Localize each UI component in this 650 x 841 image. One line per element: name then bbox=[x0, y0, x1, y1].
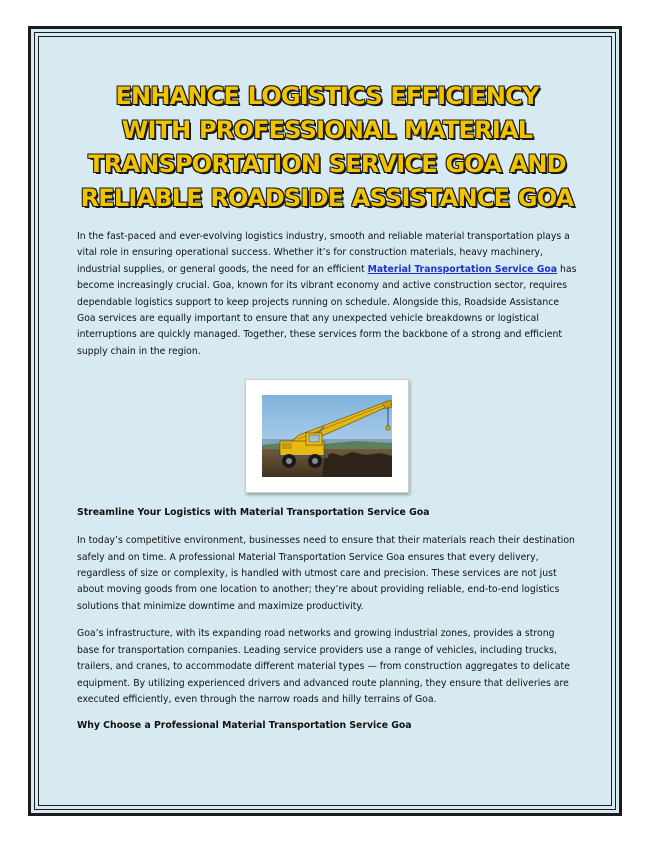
intro-text-end: has become increasingly crucial. Goa, known for its vibrant economy and active construction sector, requires dependable logistics support to keep projects running on schedule. Alongside this, Roadside Assistance Goa services are equally important to ensure that any unexpected vehicle breakdowns or logistical interruptions are quickly managed. Together, these services form the backbone of a strong and efficient supply chain in the region. bbox=[77, 263, 577, 357]
section-heading-streamline: Streamline Your Logistics with Material Transportation Service Goa bbox=[77, 507, 430, 519]
intro-paragraph bbox=[77, 229, 577, 360]
intro-text-start: In the fast-paced and ever-evolving logistics industry, smooth and reliable material transportation plays a vital role in ensuring operational success. Whether it’s for construction materials, heavy machinery, industrial supplies, or general goods, the need for an efficient bbox=[77, 231, 570, 275]
section-heading-why-choose: Why Choose a Professional Material Transportation Service Goa bbox=[77, 720, 412, 732]
paragraph-goa-infrastructure: Goa’s infrastructure, with its expanding road networks and growing industrial zones, provides a strong base for transportation companies. Leading service providers use a range of vehicles, including trucks, trailers, and cranes, to accommodate different material types — from construction aggregates to delicate equipment. By utilizing experienced drivers and advanced route planning, they ensure that deliveries are executed efficiently, even through the narrow roads and hilly terrains of Goa. bbox=[77, 628, 570, 705]
article-body bbox=[77, 79, 577, 733]
article-title: ENHANCE LOGISTICS EFFICIENCY WITH PROFESSIONAL MATERIAL TRANSPORTATION SERVICE GOA AND RELIABLE ROADSIDE ASSISTANCE GOA bbox=[80, 82, 574, 212]
crane-image-frame bbox=[245, 379, 409, 493]
material-transportation-link[interactable]: Material Transportation Service Goa bbox=[367, 263, 558, 275]
crane-photo bbox=[262, 395, 392, 477]
document-page bbox=[28, 26, 622, 816]
paragraph-competitive-environment: In today’s competitive environment, businesses need to ensure that their materials reach their destination safely and on time. A professional Material Transportation Service Goa ensures that every delivery, regardless of size or complexity, is handled with utmost care and precision. These services are not just about moving goods from one location to another; they’re about providing reliable, end-to-end logistics solutions that minimize downtime and maximize productivity. bbox=[77, 535, 575, 612]
